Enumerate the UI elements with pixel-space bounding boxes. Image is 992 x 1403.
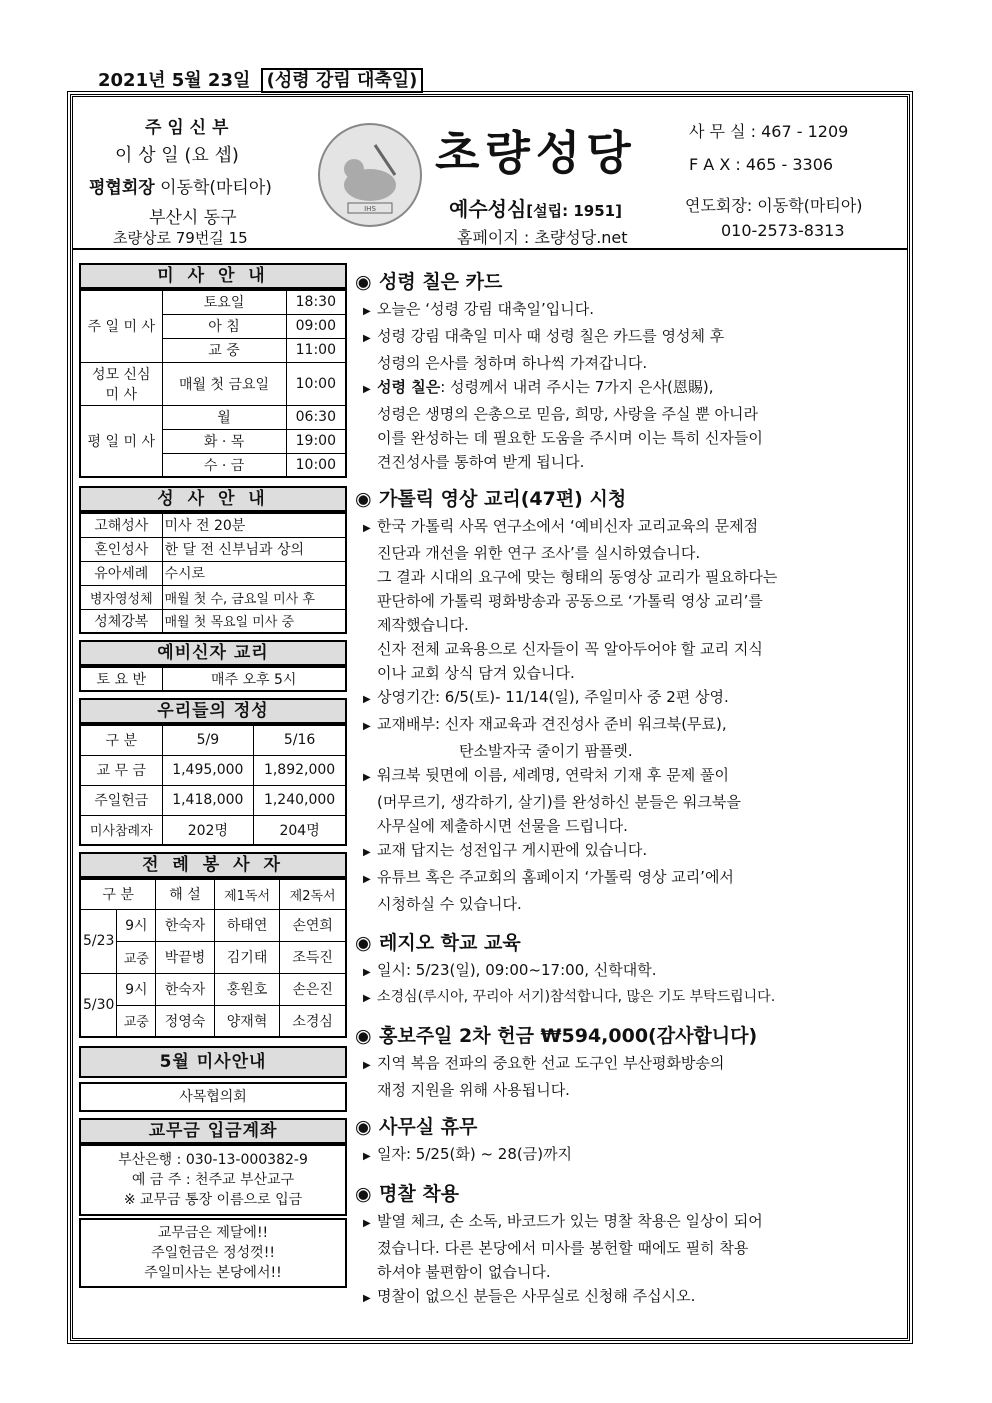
- article-line: [355, 712, 907, 739]
- server-name: 홍원호: [214, 973, 280, 1005]
- patron: 예수성심: [449, 197, 527, 221]
- triangle-bullet-icon: ▶: [363, 967, 371, 978]
- account-bank: 부산은행 : 030-13-000382-9: [118, 1152, 308, 1168]
- table-row: [80, 1005, 346, 1037]
- address-line-2: 초량상로 79번길 15: [113, 229, 248, 247]
- offering-value: 1,495,000: [162, 755, 254, 785]
- article-text: 시청하실 수 있습니다.: [377, 895, 522, 913]
- article-heading: [355, 1021, 907, 1051]
- triangle-bullet-icon: ▶: [363, 306, 371, 317]
- bullet-circle-icon: ◉: [355, 1183, 372, 1205]
- table-row: [80, 609, 346, 633]
- article-text: 신자 전체 교육용으로 신자들이 꼭 알아두어야 할 교리 지식: [377, 640, 763, 658]
- server-name: 김기태: [214, 941, 280, 973]
- sacrament-name: 성체강복: [80, 609, 162, 633]
- article-text: 사무실에 제출하시면 선물을 드립니다.: [377, 817, 628, 835]
- article-text: (머무르기, 생각하기, 살기)를 완성하신 분들은 워크북을: [377, 793, 741, 811]
- article-text: 제작했습니다.: [377, 616, 469, 634]
- offering-item: 교 무 금: [80, 755, 162, 785]
- article-line: [355, 1284, 907, 1311]
- date-text: 2021년 5월 23일: [98, 70, 251, 91]
- article-heading: [355, 1179, 907, 1209]
- mass-title: 미 사 안 내: [79, 263, 347, 289]
- table-row: [80, 585, 346, 609]
- office-phone: 사 무 실 : 467 - 1209: [689, 122, 849, 141]
- council-row: [89, 173, 272, 198]
- article-line: [355, 1142, 907, 1169]
- article-text: 판단하에 가톨릭 평화방송과 공동으로 ‘가톨릭 영상 교리’를: [377, 592, 763, 610]
- article-heading: [355, 267, 907, 297]
- account-note: ※ 교무금 통장 이름으로 입금: [123, 1192, 303, 1208]
- article-text: 졌습니다. 다른 본당에서 미사를 봉헌할 때에도 필히 착용: [377, 1239, 749, 1257]
- pastor-name: 이 상 일 (요 셉): [115, 145, 239, 166]
- article-text: 오늘은 ‘성령 강림 대축일’입니다.: [377, 300, 594, 318]
- article-text: 일자: 5/25(화) ~ 28(금)까지: [377, 1145, 573, 1163]
- article-bold: 성령 칠은: [377, 378, 441, 396]
- servers-header: 제2독서: [280, 879, 346, 909]
- article-line: [355, 763, 907, 790]
- server-name: 하태연: [214, 909, 280, 941]
- article-text: 유튜브 혹은 주교회의 홈페이지 ‘가톨릭 영상 교리’에서: [377, 868, 734, 886]
- bulletin-frame: [70, 94, 910, 1341]
- offering-value: 1,892,000: [254, 755, 346, 785]
- servers-date: 5/30: [80, 973, 117, 1037]
- sacrament-name: 고해성사: [80, 513, 162, 537]
- sacrament-table: [79, 512, 347, 634]
- server-name: 한숙자: [156, 973, 215, 1005]
- article-line: [355, 1051, 907, 1078]
- triangle-bullet-icon: ▶: [363, 1151, 371, 1162]
- servers-time: 교중: [117, 1005, 156, 1037]
- server-name: 양재혁: [214, 1005, 280, 1037]
- article-text: 탄소발자국 줄이기 팜플렛.: [459, 742, 633, 760]
- mon-time: 06:30: [286, 405, 346, 429]
- pastor-title: 주 임 신 부: [145, 118, 229, 138]
- article-line: [355, 514, 907, 541]
- article-heading: [355, 484, 907, 514]
- bullet-circle-icon: ◉: [355, 1116, 372, 1138]
- article-text: 이를 완성하는 데 필요한 도움을 주시며 이는 특히 신자들이: [377, 429, 763, 447]
- founded: [설립: 1951]: [526, 202, 622, 220]
- church-logo-icon: [318, 123, 422, 227]
- article-text: 이나 교회 상식 담겨 있습니다.: [377, 664, 575, 682]
- feast-label: (성령 강림 대축일): [261, 68, 424, 93]
- table-row: [80, 909, 346, 941]
- table-row: [80, 785, 346, 815]
- article-line: [355, 865, 907, 892]
- bullet-circle-icon: ◉: [355, 1025, 372, 1047]
- offering-header: 5/16: [254, 725, 346, 755]
- morning-time: 09:00: [286, 314, 346, 338]
- servers-time: 9시: [117, 973, 156, 1005]
- offering-item: 주일헌금: [80, 785, 162, 815]
- homepage: 홈페이지 : 초량성당.net: [457, 228, 628, 247]
- reminder-1: 교무금은 제달에!!: [157, 1225, 269, 1241]
- offering-header: 5/9: [162, 725, 254, 755]
- bullet-circle-icon: ◉: [355, 932, 372, 954]
- mon-label: 월: [162, 405, 286, 429]
- article-text: 성령은 생명의 은총으로 믿음, 희망, 사랑을 주실 뿐 아니라: [377, 405, 758, 423]
- fax-number: F A X : 465 - 3306: [689, 155, 834, 174]
- mary-label: 성모 신심 미 사: [80, 362, 162, 405]
- sacrament-name: 유아세례: [80, 561, 162, 585]
- offering-value: 204명: [254, 815, 346, 845]
- church-name: 초량성당: [435, 126, 637, 180]
- table-row: [80, 513, 346, 537]
- article-text: 일시: 5/23(일), 09:00~17:00, 신학대학.: [377, 961, 657, 979]
- article-line: [355, 958, 907, 985]
- article-text: 한국 가톨릭 사목 연구소에서 ‘예비신자 교리교육의 문제점: [377, 517, 759, 535]
- council-label: 평협회장: [89, 178, 155, 198]
- sacrament-info: 매월 첫 목요일 미사 중: [162, 609, 346, 633]
- bulletin-date: [98, 66, 423, 92]
- triangle-bullet-icon: ▶: [363, 384, 371, 395]
- bullet-circle-icon: ◉: [355, 488, 372, 510]
- yeondo-phone: 010-2573-8313: [721, 221, 845, 240]
- article-text: 하셔야 불편함이 없습니다.: [377, 1263, 551, 1281]
- servers-table: [79, 878, 347, 1038]
- server-name: 정영숙: [156, 1005, 215, 1037]
- bullet-circle-icon: ◉: [355, 271, 372, 293]
- article-title: 가톨릭 영상 교리(47편) 시청: [379, 488, 627, 510]
- article-text: 재정 지원을 위해 사용됩니다.: [377, 1081, 570, 1099]
- article-title: 성령 칠은 카드: [379, 271, 503, 293]
- council-name: 이동학(마티아): [160, 178, 272, 198]
- reminder-2: 주일헌금은 정성껏!!: [151, 1245, 275, 1261]
- article-title: 레지오 학교 교육: [379, 932, 521, 954]
- triangle-bullet-icon: ▶: [363, 772, 371, 783]
- offering-value: 1,240,000: [254, 785, 346, 815]
- offering-title: 우리들의 정성: [79, 698, 347, 724]
- article-text: 성령 강림 대축일 미사 때 성령 칠은 카드를 영성체 후: [377, 327, 725, 345]
- header: [73, 97, 907, 250]
- article-title: 사무실 휴무: [379, 1116, 478, 1138]
- offering-item: 미사참례자: [80, 815, 162, 845]
- article-heading: [355, 1112, 907, 1142]
- table-row: [80, 561, 346, 585]
- article-text: 진단과 개선을 위한 연구 조사’를 실시하였습니다.: [377, 544, 701, 562]
- sat-label: 토요일: [162, 290, 286, 314]
- article-text: 상영기간: 6/5(토)- 11/14(일), 주일미사 중 2편 상영.: [377, 688, 729, 706]
- weekday-label: 평 일 미 사: [80, 405, 162, 477]
- wed-label: 수 · 금: [162, 453, 286, 477]
- address-line-1: 부산시 동구: [149, 208, 237, 228]
- reminder-box: [79, 1218, 347, 1288]
- article-line: [355, 297, 907, 324]
- article-text: 교재 답지는 성전입구 게시판에 있습니다.: [377, 841, 648, 859]
- article-title: 명찰 착용: [379, 1183, 460, 1205]
- account-box: [79, 1144, 347, 1216]
- servers-header: 해 설: [156, 879, 215, 909]
- triangle-bullet-icon: ▶: [363, 523, 371, 534]
- servers-header: 제1독서: [214, 879, 280, 909]
- article-line: [355, 375, 907, 402]
- may-mass-value: 사목협의회: [79, 1082, 347, 1112]
- gyojung-time: 11:00: [286, 338, 346, 362]
- triangle-bullet-icon: ▶: [363, 721, 371, 732]
- catechumen-class: 토 요 반: [80, 667, 162, 691]
- logo-text: IHS: [364, 205, 376, 213]
- sacrament-info: 수시로: [162, 561, 346, 585]
- sacrament-info: 매월 첫 수, 금요일 미사 후: [162, 585, 346, 609]
- triangle-bullet-icon: ▶: [363, 993, 371, 1004]
- article-line: [355, 985, 907, 1011]
- articles-column: [355, 263, 907, 1311]
- server-name: 손연희: [280, 909, 346, 941]
- article-text: 성령의 은사를 청하며 하나씩 가져갑니다.: [377, 354, 648, 372]
- triangle-bullet-icon: ▶: [363, 874, 371, 885]
- tue-label: 화 · 목: [162, 429, 286, 453]
- sacrament-info: 미사 전 20분: [162, 513, 346, 537]
- server-name: 박끝병: [156, 941, 215, 973]
- tue-time: 19:00: [286, 429, 346, 453]
- article-heading: [355, 928, 907, 958]
- mary-time: 10:00: [286, 362, 346, 405]
- account-title: 교무금 입금계좌: [79, 1118, 347, 1144]
- mass-table: [79, 289, 347, 478]
- gyojung-label: 교 중: [162, 338, 286, 362]
- table-row: [80, 815, 346, 845]
- article-text: 견진성사를 통하여 받게 됩니다.: [377, 453, 585, 471]
- triangle-bullet-icon: ▶: [363, 694, 371, 705]
- catechumen-title: 예비신자 교리: [79, 640, 347, 666]
- may-mass-title: 5월 미사안내: [79, 1046, 347, 1078]
- article-text: 발열 체크, 손 소독, 바코드가 있는 명찰 착용은 일상이 되어: [377, 1212, 763, 1230]
- server-name: 손은진: [280, 973, 346, 1005]
- sat-time: 18:30: [286, 290, 346, 314]
- triangle-bullet-icon: ▶: [363, 1218, 371, 1229]
- servers-date: 5/23: [80, 909, 117, 973]
- server-name: 소경심: [280, 1005, 346, 1037]
- article-text: 지역 복음 전파의 중요한 선교 도구인 부산평화방송의: [377, 1054, 725, 1072]
- offering-table: [79, 724, 347, 846]
- left-column: [79, 263, 347, 1288]
- article-text: 명찰이 없으신 분들은 사무실로 신청해 주십시오.: [377, 1287, 696, 1305]
- morning-label: 아 침: [162, 314, 286, 338]
- article-line: [355, 838, 907, 865]
- sunday-label: 주 일 미 사: [80, 290, 162, 362]
- sacrament-title: 성 사 안 내: [79, 486, 347, 512]
- table-row: [80, 973, 346, 1005]
- wed-time: 10:00: [286, 453, 346, 477]
- mary-day: 매월 첫 금요일: [162, 362, 286, 405]
- servers-title: 전 례 봉 사 자: [79, 852, 347, 878]
- server-name: 한숙자: [156, 909, 215, 941]
- article-line: [355, 1209, 907, 1236]
- triangle-bullet-icon: ▶: [363, 1293, 371, 1304]
- article-text: 소경심(루시아, 꾸리아 서기)참석합니다, 많은 기도 부탁드립니다.: [377, 989, 776, 1005]
- triangle-bullet-icon: ▶: [363, 333, 371, 344]
- article-line: [355, 324, 907, 351]
- server-name: 조득진: [280, 941, 346, 973]
- sacrament-name: 혼인성사: [80, 537, 162, 561]
- servers-time: 9시: [117, 909, 156, 941]
- servers-time: 교중: [117, 941, 156, 973]
- article-line: [355, 685, 907, 712]
- patron-row: [449, 193, 622, 222]
- article-text: 교재배부: 신자 재교육과 견진성사 준비 워크북(무료),: [377, 715, 727, 733]
- offering-header: 구 분: [80, 725, 162, 755]
- sacrament-info: 한 달 전 신부님과 상의: [162, 537, 346, 561]
- article-text: 그 결과 시대의 요구에 맞는 형태의 동영상 교리가 필요하다는: [377, 568, 778, 586]
- triangle-bullet-icon: ▶: [363, 847, 371, 858]
- catechumen-time: 매주 오후 5시: [162, 667, 346, 691]
- article-title: 홍보주일 2차 헌금 ₩594,000(감사합니다): [379, 1025, 758, 1047]
- triangle-bullet-icon: ▶: [363, 1060, 371, 1071]
- sacrament-name: 병자영성체: [80, 585, 162, 609]
- account-holder: 예 금 주 : 천주교 부산교구: [131, 1172, 295, 1188]
- offering-value: 202명: [162, 815, 254, 845]
- offering-value: 1,418,000: [162, 785, 254, 815]
- article-text: : 성령께서 내려 주시는 7가지 은사(恩賜),: [440, 378, 714, 396]
- table-row: [80, 941, 346, 973]
- article-text: 워크북 뒷면에 이름, 세례명, 연락처 기재 후 문제 풀이: [377, 766, 729, 784]
- yeondo-label: 연도회장: 이동학(마티아): [685, 196, 863, 215]
- table-row: [80, 755, 346, 785]
- reminder-3: 주일미사는 본당에서!!: [144, 1265, 282, 1281]
- table-row: [80, 537, 346, 561]
- servers-header: 구 분: [80, 879, 156, 909]
- catechumen-table: [79, 666, 347, 692]
